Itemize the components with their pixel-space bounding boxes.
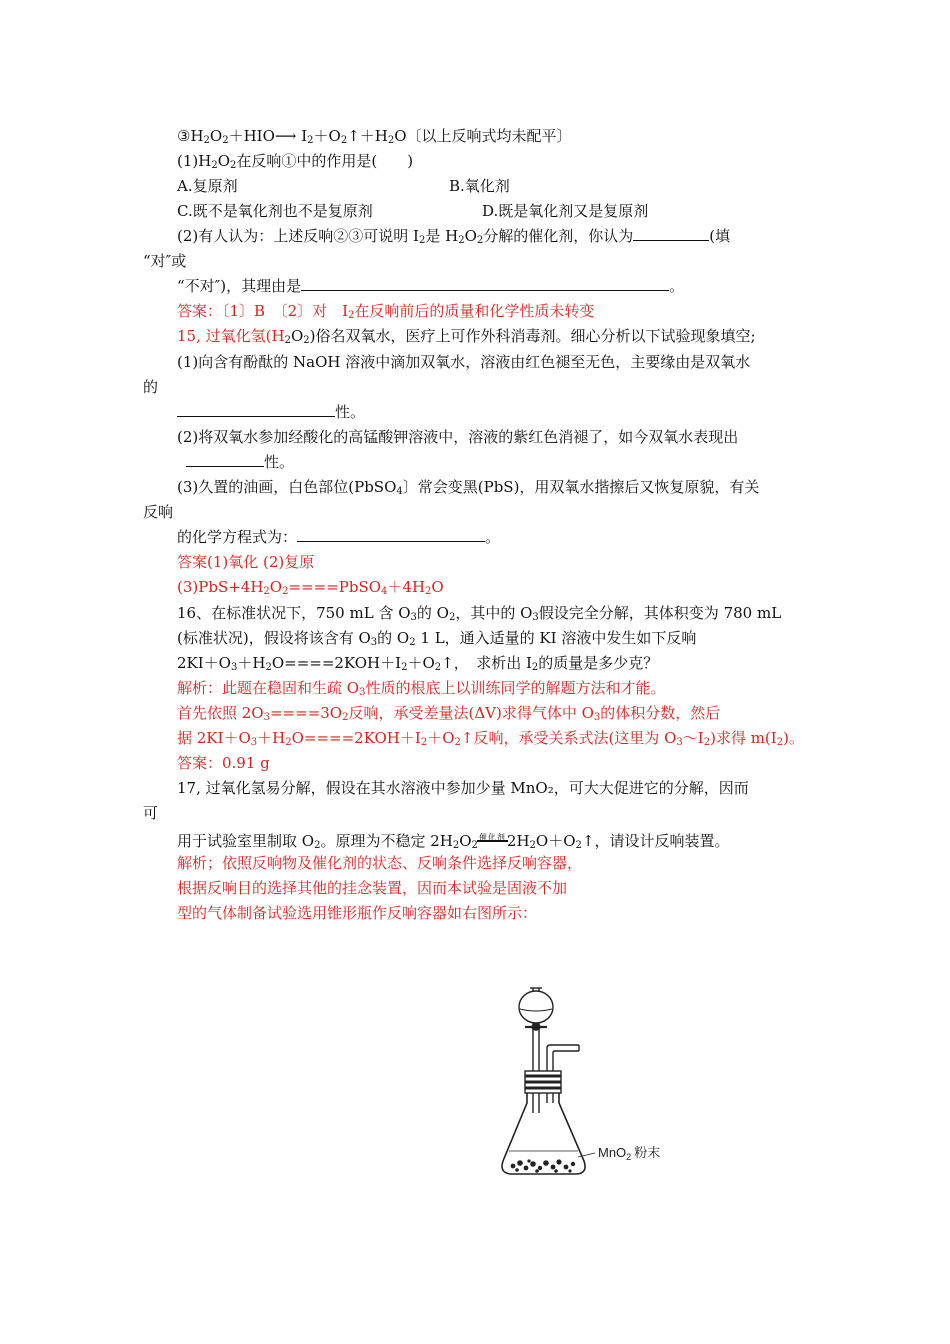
analysis-16-line-1: 解析：此题在稳固和生疏 $O_3$性质的根底上以训练同学的解题方法和才能。 bbox=[177, 679, 666, 698]
question-15-part-3-cont: 反响 bbox=[143, 503, 174, 521]
option-b: B.氧化剂 bbox=[449, 177, 510, 195]
analysis-16-line-3: 据 $2KI+O_3+H_2O====2KOH+I_2+O_2↑$反响，承受关系式法(这里为 $O_3\sim I_2$)求得 $m(I_2)$。 bbox=[177, 729, 804, 748]
reaction-arrow-icon: ⟶ bbox=[274, 127, 297, 145]
equation-3: $③H_2O_2+HIO⟶$ $I_2+O_2↑+H_2O$〔以上反响式均未配平〕 bbox=[177, 127, 572, 146]
question-14-part-2-reason: “不对″)，其理由是 。 bbox=[177, 277, 685, 295]
question-15-part-3-blank: 的化学方程式为： 。 bbox=[177, 528, 501, 546]
answer-blank[interactable] bbox=[297, 527, 485, 542]
question-15-part-2-blank: 性。 bbox=[186, 452, 294, 472]
catalyst-label: 催化剂 bbox=[479, 828, 506, 848]
question-15-part-1-blank: 性。 bbox=[177, 402, 365, 422]
answer-blank[interactable] bbox=[186, 452, 264, 467]
answer-blank[interactable] bbox=[177, 402, 335, 417]
analysis-17-line-2: 根据反响目的选择其他的挂念装置，因而本试验是固液不加 bbox=[177, 879, 568, 897]
question-16-line-1: 16、在标准状况下，750 mL 含 $O_3$的 $O_2$，其中的 $O_3$假设完全分解，其体积变为 780 mL bbox=[177, 604, 782, 623]
question-17-line-1: 17, 过氧化氢易分解，假设在其水溶液中参加少量 MnO₂，可大大促进它的分解，因而 bbox=[177, 779, 749, 797]
question-16-equation: $2KI+O_3+H_2O====2KOH+I_2+O_2↑$， 求析出 $I_2$的质量是多少克？ bbox=[177, 654, 659, 673]
mno2-label: MnO$_2$ 粉末 bbox=[598, 1145, 661, 1162]
answer-15-a: 答案(1)氧化 (2)复原 bbox=[177, 553, 315, 571]
answer-14: 答案：〔1〕B 〔2〕对 $I_2$在反响前后的质量和化学性质未转变 bbox=[177, 302, 595, 321]
question-16-line-2: (标准状况)，假设将该含有 $O_3$的 $O_2$ 1 L，通入适量的 KI 溶液中发生如下反响 bbox=[177, 629, 697, 648]
question-14-part-2-cont: “对″或 bbox=[143, 252, 187, 270]
mno2-powder bbox=[511, 1159, 576, 1172]
question-15-intro: 15, 过氧化氢$(H_2O_2)$俗名双氧水，医疗上可作外科消毒剂。细心分析以下试验现象填空; bbox=[177, 327, 756, 346]
option-d: D.既是氧化剂又是复原剂 bbox=[482, 202, 649, 220]
analysis-17-line-1: 解析；依照反响物及催化剂的状态、反响条件选择反响容器， bbox=[177, 854, 583, 872]
funnel-bulb bbox=[519, 991, 553, 1023]
question-14-part-1: $(1)H_2O_2$在反响①中的作用是( ) bbox=[177, 152, 414, 171]
answer-15-b: $(3)PbS+4H_2O_2====PbSO_4+4H_2O$ bbox=[177, 578, 444, 597]
analysis-17-line-3: 型的气体制备试验选用锥形瓶作反响容器如右图所示： bbox=[177, 904, 538, 922]
question-15-part-1-cont: 的 bbox=[143, 378, 159, 396]
option-a: A.复原剂 bbox=[177, 177, 238, 195]
option-c: C.既不是氧化剂也不是复原剂 bbox=[177, 202, 373, 220]
question-15-part-2: (2)将双氧水参加经酸化的高锰酸钾溶液中，溶液的紫红色消褪了，如今双氧水表现出 bbox=[177, 428, 739, 446]
analysis-16-line-2: 首先依照 $2O_3====3O_2$反响，承受差量法(ΔV)求得气体中 $O_3$的体积分数，然后 bbox=[177, 704, 721, 723]
answer-16: 答案：0.91 g bbox=[177, 754, 270, 772]
answer-blank[interactable] bbox=[301, 276, 669, 291]
answer-blank[interactable] bbox=[633, 226, 709, 241]
conical-flask-apparatus-figure bbox=[495, 985, 685, 1185]
question-15-part-1: (1)向含有酚酞的 NaOH 溶液中滴加双氧水，溶液由红色褪至无色，主要缘由是双氧水 bbox=[177, 353, 751, 371]
question-15-part-3: (3)久置的油画，白色部位(PbSO$_4$〕常会变黑(PbS)，用双氧水揩擦后又恢复原貌，有关 bbox=[177, 478, 760, 497]
question-17-line-2: 用于试验室里制取 $O_2$。原理为不稳定 $2H_2O_2$催化剂$2H_2O+O_2↑$，请设计反响装置。 bbox=[177, 828, 729, 851]
question-17-line-1-cont: 可 bbox=[143, 804, 159, 822]
question-14-part-2: (2)有人认为：上述反响②③可说明 $I_2$是 $H_2O_2$分解的催化剂，你认为 (填 bbox=[177, 227, 731, 246]
